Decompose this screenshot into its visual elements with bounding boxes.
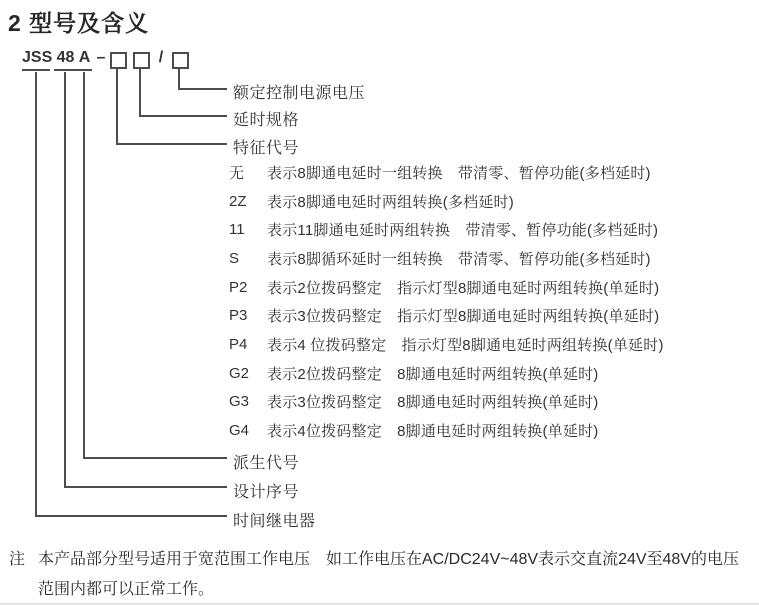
feature-row-p2 — [229, 273, 749, 302]
feature-desc: 表示4位拨码整定 8脚通电延时两组转换(单延时) — [267, 423, 599, 441]
feature-row-none — [229, 158, 749, 187]
feature-row-11 — [229, 215, 749, 244]
feature-desc: 表示2位拨码整定 指示灯型8脚通电延时两组转换(单延时) — [267, 279, 660, 297]
connector-vline-feature — [116, 67, 118, 144]
connector-hline-derived — [83, 457, 227, 459]
connector-hline-relay — [35, 515, 227, 517]
connector-hline-feature — [116, 143, 227, 145]
feature-code-label: 2Z — [229, 192, 247, 210]
feature-desc: 表示3位拨码整定 指示灯型8脚通电延时两组转换(单延时) — [267, 308, 660, 326]
feature-row-2z — [229, 187, 749, 216]
connector-vline-design — [64, 72, 66, 487]
feature-code-label: 11 — [229, 221, 245, 239]
feature-row-g4 — [229, 416, 749, 445]
model-box-delay — [133, 52, 150, 69]
model-dash: – — [96, 49, 106, 66]
feature-desc: 表示8脚通电延时两组转换(多档延时) — [267, 193, 514, 211]
page-title: 2 型号及含义 — [8, 10, 150, 36]
callout-delay-spec: 延时规格 — [233, 112, 300, 129]
model-design-no: 48 — [54, 49, 77, 71]
feature-row-g3 — [229, 388, 749, 417]
model-derived: A — [77, 49, 92, 71]
feature-row-g2 — [229, 359, 749, 388]
connector-vline-voltage — [178, 67, 180, 88]
callout-design-serial: 设计序号 — [233, 484, 300, 501]
model-box-feature — [110, 52, 127, 69]
feature-desc: 表示4 位拨码整定 指示灯型8脚通电延时两组转换(单延时) — [267, 336, 664, 354]
model-box-voltage — [172, 52, 189, 69]
feature-code-label: G4 — [229, 422, 250, 440]
note-label: 注 — [9, 551, 26, 568]
feature-desc: 表示3位拨码整定 8脚通电延时两组转换(单延时) — [267, 394, 599, 412]
feature-desc: 表示2位拨码整定 8脚通电延时两组转换(单延时) — [267, 365, 599, 383]
feature-code-list — [229, 158, 749, 445]
feature-code-label: 无 — [229, 164, 245, 182]
connector-hline-design — [64, 486, 227, 488]
connector-hline-voltage — [178, 88, 227, 90]
feature-desc: 表示11脚通电延时两组转换 带清零、暂停功能(多档延时) — [267, 222, 659, 240]
feature-code-label: G3 — [229, 393, 250, 411]
feature-desc: 表示8脚通电延时一组转换 带清零、暂停功能(多档延时) — [267, 164, 651, 182]
callout-rated-voltage: 额定控制电源电压 — [233, 85, 366, 102]
feature-row-s — [229, 244, 749, 273]
feature-desc: 表示8脚循环延时一组转换 带清零、暂停功能(多档延时) — [267, 250, 651, 268]
connector-vline-derived — [83, 72, 85, 458]
callout-time-relay: 时间继电器 — [233, 513, 316, 530]
connector-hline-delay — [139, 115, 227, 117]
model-slash: / — [158, 49, 164, 66]
callout-feature-code: 特征代号 — [233, 140, 300, 157]
note-text-line2: 范围内都可以正常工作。 — [38, 581, 215, 598]
feature-row-p3 — [229, 301, 749, 330]
feature-row-p4 — [229, 330, 749, 359]
feature-code-label: P3 — [229, 307, 248, 325]
feature-code-label: P2 — [229, 278, 248, 296]
feature-code-label: G2 — [229, 364, 250, 382]
connector-vline-relay — [35, 72, 37, 516]
note-text-line1: 本产品部分型号适用于宽范围工作电压 如工作电压在AC/DC24V~48V表示交直流24V至48V的电压 — [38, 551, 740, 568]
callout-derived-code: 派生代号 — [233, 455, 300, 472]
feature-code-label: S — [229, 249, 240, 267]
feature-code-label: P4 — [229, 335, 248, 353]
connector-vline-delay — [139, 67, 141, 116]
model-series: JSS — [22, 49, 50, 71]
